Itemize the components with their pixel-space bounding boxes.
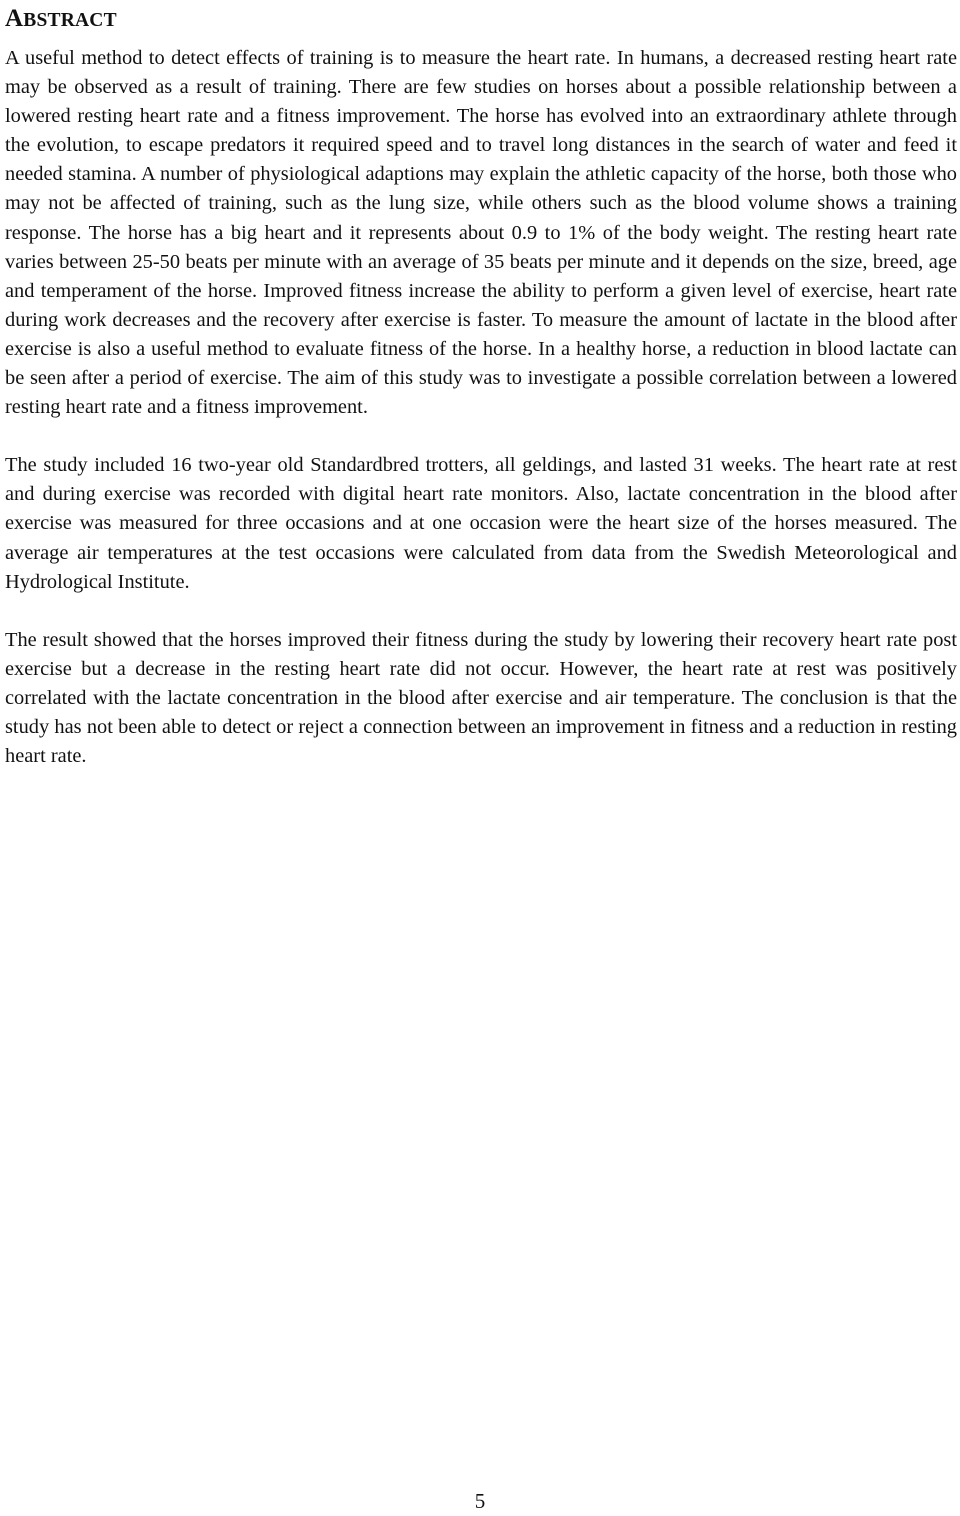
page-content xyxy=(5,0,957,771)
abstract-paragraph-results: The result showed that the horses improved their fitness during the study by lowering their recovery heart rate post exercise but a decrease in the resting heart rate did not occur. However, the heart rate at rest was positively correlated with the lactate concentration in the blood after exercise and air temperature. The conclusion is that the study has not been able to detect or reject a connection between an improvement in fitness and a reduction in resting heart rate. xyxy=(5,628,957,768)
abstract-heading-rest: BSTRACT xyxy=(23,10,117,31)
page-number: 5 xyxy=(474,1489,486,1513)
abstract-heading-initial: A xyxy=(5,5,24,32)
abstract-heading xyxy=(5,0,957,38)
abstract-paragraph-methods: The study included 16 two-year old Standardbred trotters, all geldings, and lasted 31 weeks. The heart rate at rest and during exercise was recorded with digital heart rate monitors. Also, lactate concentration in the blood after exercise was measured for three occasions and at one occasion were the heart size of the horses measured. The average air temperatures at the test occasions were calculated from data from the Swedish Meteorological and Hydrological Institute. xyxy=(5,454,957,593)
abstract-paragraph-background: A useful method to detect effects of training is to measure the heart rate. In humans, a decreased resting heart rate may be observed as a result of training. There are few studies on horses about a possible relationship between a lowered resting heart rate and a fitness improvement. The horse has evolved into an extraordinary athlete through the evolution, to escape predators it required speed and to travel long distances in the search of water and feed it needed stamina. A number of physiological adaptions may explain the athletic capacity of the horse, both those who may not be affected of training, such as the lung size, while others such as the blood volume shows a training response. The horse has a big heart and it represents about 0.9 to 1% of the body weight. The resting heart rate varies between 25-50 beats per minute with an average of 35 beats per minute and it depends on the size, breed, age and temperament of the horse. Improved fitness increase the ability to perform a given level of exercise, heart rate during work decreases and the recovery after exercise is faster. To measure the amount of lactate in the blood after exercise is also a useful method to evaluate fitness of the horse. In a healthy horse, a reduction in blood lactate can be seen after a period of exercise. The aim of this study was to investigate a possible correlation between a lowered resting heart rate and a fitness improvement. xyxy=(5,47,957,419)
